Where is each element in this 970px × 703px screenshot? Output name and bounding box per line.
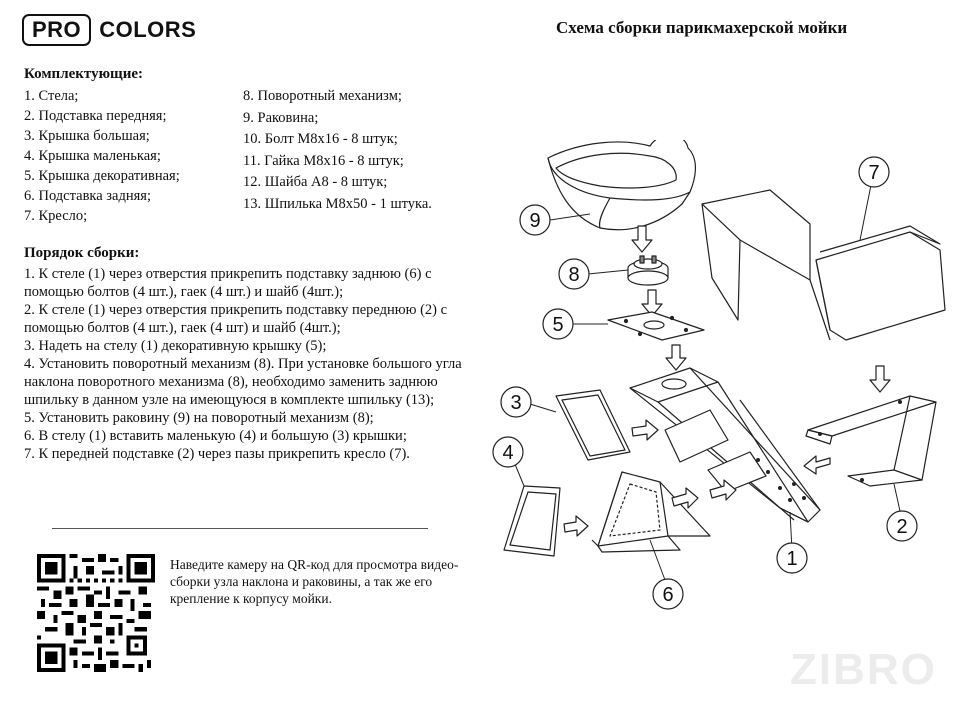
- arrow-icon: [804, 456, 830, 474]
- chair-part: [702, 190, 945, 340]
- assembly-heading: Порядок сборки:: [24, 245, 140, 261]
- step-item: 1. К стеле (1) через отверстия прикрепить подставку заднюю (6) с помощью болтов (4 шт.), гаек (4 шт.) и шайб (4шт.);: [24, 266, 432, 300]
- list-item: 4. Крышка маленькая;: [24, 148, 161, 164]
- components-heading: Комплектующие:: [24, 66, 144, 82]
- list-item: 7. Кресло;: [24, 208, 88, 224]
- callout-label-6: 6: [662, 584, 674, 606]
- brand-logo: [22, 14, 196, 46]
- list-item: 11. Гайка М8х16 - 8 штук;: [243, 152, 404, 169]
- callout-label-8: 8: [568, 264, 580, 286]
- callout-label-4: 4: [502, 442, 514, 464]
- callout-label-2: 2: [896, 516, 908, 538]
- list-item: 5. Крышка декоративная;: [24, 168, 180, 184]
- small-cover-part: [504, 486, 560, 556]
- arrow-icon: [870, 366, 890, 392]
- list-item: 1. Стела;: [24, 88, 79, 104]
- divider: [52, 528, 428, 529]
- step-item: 4. Установить поворотный механизм (8). При установке большого угла наклона поворотного механизма (8), необходимо заменить заднюю шпильку в данном узле на имеющуюся в комплекте шпильку (13);: [24, 356, 462, 408]
- list-item: 10. Болт М8х16 - 8 штук;: [243, 131, 398, 147]
- qr-code[interactable]: [37, 554, 155, 672]
- components-list-right: [243, 86, 432, 215]
- swivel-mechanism-part: [628, 256, 668, 285]
- step-item: 5. Установить раковину (9) на поворотный механизм (8);: [24, 410, 374, 426]
- components-list-left: [24, 86, 180, 226]
- watermark: ZIBRO: [790, 645, 937, 694]
- list-item: 8. Поворотный механизм;: [243, 88, 402, 104]
- list-item: 3. Крышка большая;: [24, 128, 150, 144]
- arrow-icon: [672, 488, 698, 508]
- assembly-diagram: [490, 140, 960, 610]
- page-title: Схема сборки парикмахерской мойки: [556, 18, 848, 37]
- callout-label-9: 9: [529, 210, 541, 232]
- arrow-icon: [632, 420, 658, 440]
- list-item: 2. Подставка передняя;: [24, 108, 167, 124]
- step-item: 2. К стеле (1) через отверстия прикрепить подставку переднюю (2) с помощью болтов (4 шт.), гаек (4 шт) и шайб (4шт.);: [24, 302, 448, 336]
- arrow-icon: [666, 345, 686, 370]
- logo-colors: COLORS: [99, 17, 197, 42]
- big-cover-part: [556, 390, 630, 460]
- rear-stand-part: [592, 472, 710, 552]
- qr-instruction: Наведите камеру на QR-код для просмотра видео-сборки узла наклона и раковины, а так же его крепление к корпусу мойки.: [170, 557, 459, 606]
- list-item: 6. Подставка задняя;: [24, 188, 151, 204]
- sink-part: [548, 140, 695, 230]
- assembly-steps: [24, 265, 474, 463]
- callout-label-3: 3: [510, 392, 522, 414]
- callout-label-7: 7: [868, 162, 880, 184]
- list-item: 13. Шпилька М8х50 - 1 штука.: [243, 195, 432, 212]
- front-stand-part: [806, 396, 936, 486]
- step-item: 6. В стелу (1) вставить маленькую (4) и большую (3) крышки;: [24, 428, 407, 444]
- callout-label-5: 5: [552, 314, 564, 336]
- arrow-icon: [632, 226, 652, 252]
- step-item: 7. К передней подставке (2) через пазы прикрепить кресло (7).: [24, 446, 410, 462]
- list-item: 12. Шайба А8 - 8 штук;: [243, 174, 388, 190]
- callout-label-1: 1: [786, 548, 798, 570]
- list-item: 9. Раковина;: [243, 109, 319, 126]
- decorative-cover-part: [608, 312, 704, 340]
- step-item: 3. Надеть на стелу (1) декоративную крышку (5);: [24, 338, 327, 354]
- arrow-icon: [564, 516, 588, 536]
- logo-pro: PRO: [22, 14, 91, 46]
